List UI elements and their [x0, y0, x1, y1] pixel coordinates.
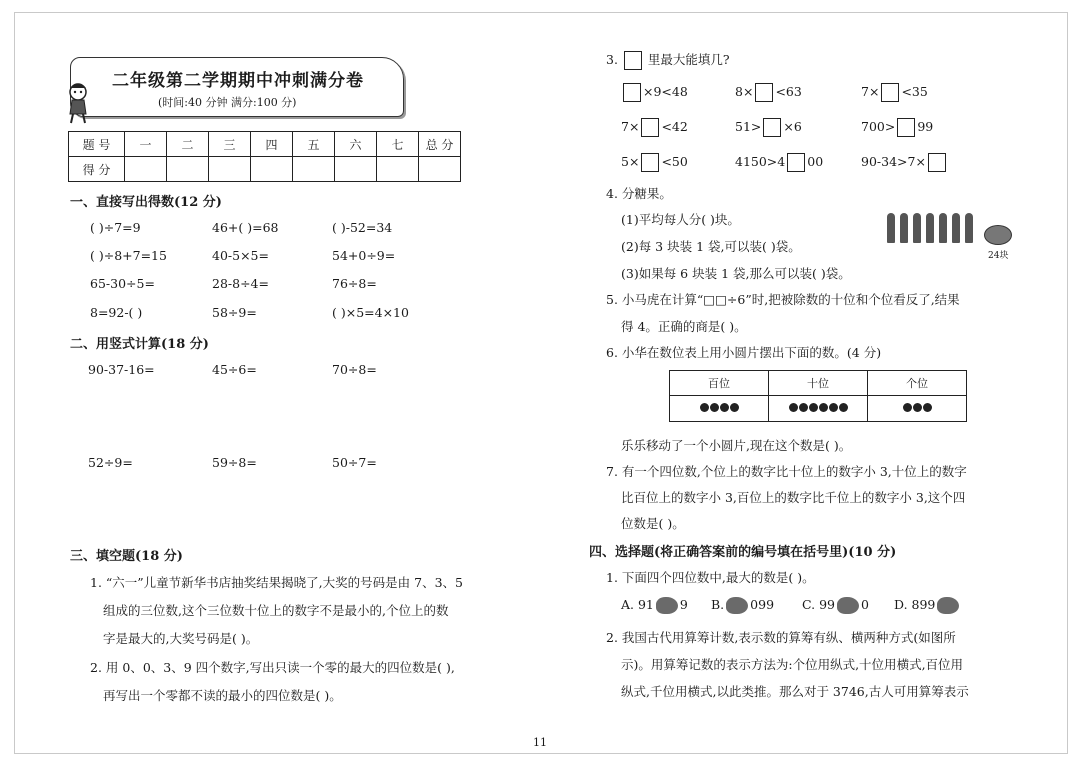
fill-q2-line: 再写出一个零都不读的最小的四位数是( )。 — [103, 688, 342, 703]
oral-item: 46+( )=68 — [212, 220, 279, 235]
q3-item: 51> ×6 — [735, 118, 802, 137]
oral-item: 76÷8= — [332, 276, 377, 291]
oral-item: ( )-52=34 — [332, 220, 393, 235]
q3-item: 7× <35 — [861, 83, 928, 102]
score-cell[interactable] — [335, 157, 377, 182]
q6-title: 6. 小华在数位表上用小圆片摆出下面的数。(4 分) — [606, 345, 882, 360]
q5-line: 得 4。正确的商是( )。 — [621, 319, 747, 334]
ink-blot-icon — [656, 597, 678, 614]
place-header: 个位 — [868, 371, 967, 396]
answer-box[interactable] — [897, 118, 915, 137]
candy-label: 24块 — [988, 251, 1009, 261]
oral-item: ( )×5=4×10 — [332, 305, 409, 320]
place-header: 百位 — [670, 371, 769, 396]
score-header-cell: 一 — [125, 132, 167, 157]
fill-q1-line: 组成的三位数,这个三位数十位上的数字不是最小的,个位上的数 — [103, 603, 449, 618]
counter-dot — [700, 403, 709, 412]
page-subtitle: (时间:40 分钟 满分:100 分) — [158, 96, 297, 109]
section-2-title: 二、用竖式计算(18 分) — [70, 337, 209, 352]
place-dots-ones — [868, 396, 967, 422]
counter-dot — [799, 403, 808, 412]
choice-q2-line: 2. 我国古代用算筹计数,表示数的算筹有纵、横两种方式(如图所 — [606, 630, 956, 645]
fill-q2-line: 2. 用 0、0、3、9 四个数字,写出只读一个零的最大的四位数是( ), — [90, 660, 455, 675]
score-header-cell: 七 — [377, 132, 419, 157]
q3-label: 3. — [606, 52, 618, 67]
oral-item: 65-30÷5= — [90, 276, 155, 291]
q3-text: 里最大能填几? — [647, 52, 730, 67]
score-cell[interactable] — [377, 157, 419, 182]
counter-dot — [839, 403, 848, 412]
score-cell[interactable] — [167, 157, 209, 182]
q4-title: 4. 分糖果。 — [606, 186, 672, 201]
candy-plate-icon — [984, 225, 1012, 245]
answer-box[interactable] — [763, 118, 781, 137]
place-dots-hundreds — [670, 396, 769, 422]
answer-box[interactable] — [623, 83, 641, 102]
counter-dot — [819, 403, 828, 412]
section-3-title: 三、填空题(18 分) — [70, 549, 183, 564]
counter-dot — [720, 403, 729, 412]
section-4-title: 四、选择题(将正确答案前的编号填在括号里)(10 分) — [589, 545, 897, 560]
score-row-label: 得 分 — [69, 157, 125, 182]
q3-item: 4150>4 00 — [735, 153, 823, 172]
score-table — [68, 131, 461, 182]
page-number: 11 — [533, 736, 547, 749]
counter-dot — [730, 403, 739, 412]
fill-q1-line: 1. “六一”儿童节新华书店抽奖结果揭晓了,大奖的号码是由 7、3、5 — [90, 575, 463, 590]
answer-box[interactable] — [928, 153, 946, 172]
ink-blot-icon — [837, 597, 859, 614]
answer-box[interactable] — [624, 51, 642, 70]
answer-box[interactable] — [641, 153, 659, 172]
score-header-cell: 题 号 — [69, 132, 125, 157]
vertical-calc-item: 50÷7= — [332, 455, 377, 470]
score-cell[interactable] — [419, 157, 461, 182]
oral-item: 54+0÷9= — [332, 248, 396, 263]
q5-line: 5. 小马虎在计算“□□÷6”时,把被除数的十位和个位看反了,结果 — [606, 292, 960, 307]
oral-item: 28-8÷4= — [212, 276, 269, 291]
q7-line: 比百位上的数字小 3,百位上的数字比千位上的数字小 3,这个四 — [621, 490, 966, 505]
choice-q2-line: 示)。用算筹记数的表示方法为:个位用纵式,十位用横式,百位用 — [621, 657, 964, 672]
vertical-calc-item: 45÷6= — [212, 362, 257, 377]
answer-box[interactable] — [755, 83, 773, 102]
answer-box[interactable] — [787, 153, 805, 172]
q3-item: 7× <42 — [621, 118, 688, 137]
vertical-calc-item: 90-37-16= — [88, 362, 155, 377]
q7-line: 7. 有一个四位数,个位上的数字比十位上的数字小 3,十位上的数字 — [606, 464, 967, 479]
q7-line: 位数是( )。 — [621, 516, 685, 531]
q3-item: 5× <50 — [621, 153, 688, 172]
q4-item: (2)每 3 块装 1 袋,可以装( )袋。 — [621, 239, 801, 254]
oral-item: 8=92-( ) — [90, 305, 143, 320]
counter-dot — [923, 403, 932, 412]
choice-option-d[interactable]: D. 899 — [894, 597, 961, 614]
oral-item: ( )÷7=9 — [90, 220, 141, 235]
oral-item: 58÷9= — [212, 305, 257, 320]
score-header-cell: 总 分 — [419, 132, 461, 157]
score-cell[interactable] — [293, 157, 335, 182]
score-cell[interactable] — [251, 157, 293, 182]
counter-dot — [789, 403, 798, 412]
answer-box[interactable] — [641, 118, 659, 137]
q4-item: (3)如果每 6 块装 1 袋,那么可以装( )袋。 — [621, 266, 851, 281]
answer-box[interactable] — [881, 83, 899, 102]
q6-answer: 乐乐移动了一个小圆片,现在这个数是( )。 — [621, 438, 852, 453]
q3-item: 8× <63 — [735, 83, 802, 102]
place-dots-tens — [769, 396, 868, 422]
choice-option-b[interactable]: B. 099 — [711, 597, 775, 612]
q3-title — [606, 50, 730, 70]
counter-dot — [710, 403, 719, 412]
vertical-calc-item: 70÷8= — [332, 362, 377, 377]
counter-dot — [829, 403, 838, 412]
counter-dot — [809, 403, 818, 412]
score-header-cell: 二 — [167, 132, 209, 157]
fill-q1-line: 字是最大的,大奖号码是( )。 — [103, 631, 259, 646]
place-header: 十位 — [769, 371, 868, 396]
mascot-icon — [62, 82, 96, 124]
vertical-calc-item: 52÷9= — [88, 455, 133, 470]
choice-option-c[interactable]: C. 99 0 — [802, 597, 869, 612]
score-header-cell: 四 — [251, 132, 293, 157]
q3-item: 90-34>7× — [861, 153, 948, 172]
oral-item: ( )÷8+7=15 — [90, 248, 167, 263]
oral-item: 40-5×5= — [212, 248, 269, 263]
score-cell[interactable] — [209, 157, 251, 182]
place-value-table — [669, 370, 967, 422]
score-cell[interactable] — [125, 157, 167, 182]
counter-dot — [903, 403, 912, 412]
q4-item: (1)平均每人分( )块。 — [621, 212, 740, 227]
vertical-calc-item: 59÷8= — [212, 455, 257, 470]
choice-option-a[interactable]: A. 91 9 — [621, 597, 688, 612]
score-header-cell: 六 — [335, 132, 377, 157]
choice-q1-text: 1. 下面四个四位数中,最大的数是( )。 — [606, 570, 815, 585]
q3-item: ×9<48 — [621, 83, 688, 102]
page-title: 二年级第二学期期中冲刺满分卷 — [112, 71, 364, 91]
score-header-cell: 五 — [293, 132, 335, 157]
section-1-title: 一、直接写出得数(12 分) — [70, 195, 222, 210]
q3-item: 700> 99 — [861, 118, 933, 137]
score-header-cell: 三 — [209, 132, 251, 157]
ink-blot-icon — [726, 597, 748, 614]
choice-q2-line: 纵式,千位用横式,以此类推。那么对于 3746,古人可用算筹表示 — [621, 684, 969, 699]
ink-blot-icon — [937, 597, 959, 614]
counter-dot — [913, 403, 922, 412]
